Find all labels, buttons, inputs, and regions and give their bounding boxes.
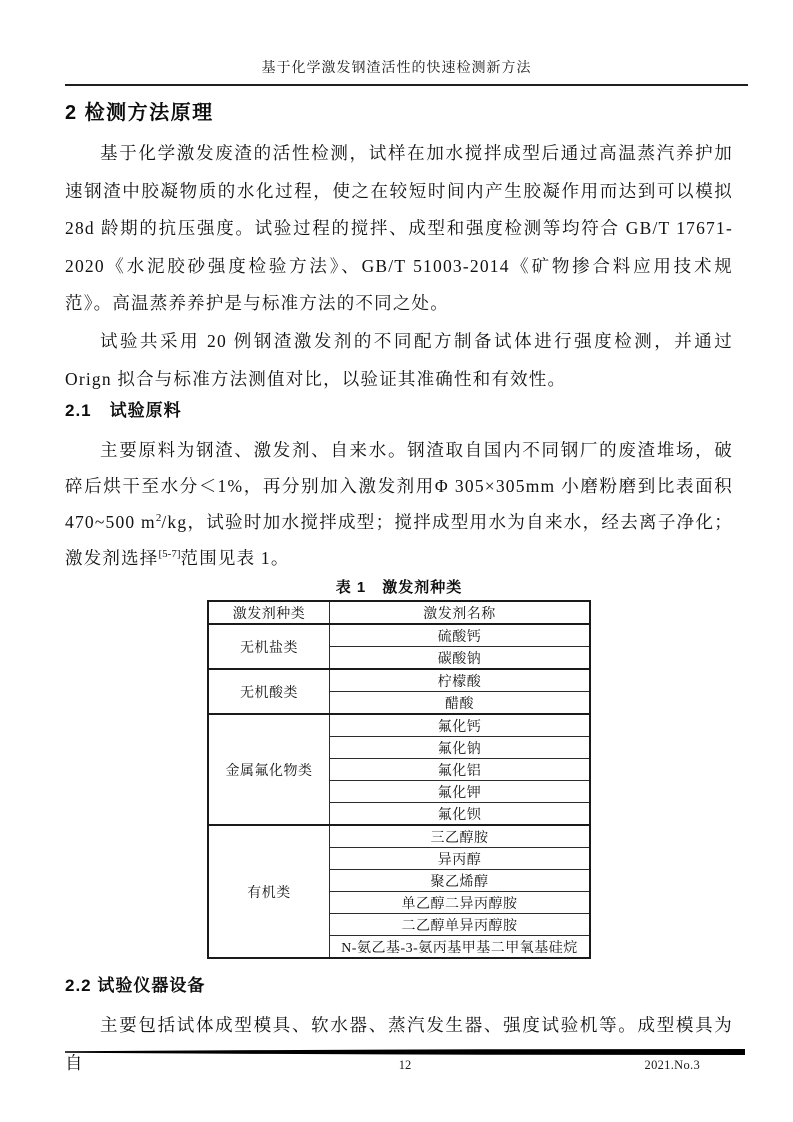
table-cell-name: 单乙醇二异丙醇胺: [330, 892, 591, 914]
table-cell-name: 氟化钾: [330, 781, 591, 803]
paragraph-raw-materials: [65, 432, 733, 576]
table-cell-name: 三乙醇胺: [330, 825, 591, 848]
table-cell-category: 有机类: [208, 825, 330, 958]
table-cell-name: 聚乙烯醇: [330, 870, 591, 892]
section-heading-2-1: 2.1 试验原料: [65, 401, 182, 421]
page-content: [65, 96, 733, 1082]
table-row: [208, 825, 590, 848]
table-cell-name: 氟化钠: [330, 737, 591, 759]
table-cell-name: 氟化铝: [330, 759, 591, 781]
table-cell-category: 金属氟化物类: [208, 714, 330, 825]
table1-caption: 表 1 激发剂种类: [335, 579, 463, 597]
running-head-title: 基于化学激发钢渣活性的快速检测新方法: [261, 61, 532, 76]
table-cell-name: 异丙醇: [330, 848, 591, 870]
header-rule: [65, 84, 748, 86]
table-cell-category: 无机酸类: [208, 669, 330, 714]
raw-materials-text-1: 主要原料为钢渣、激发剂、自来水。钢渣取自国内不同钢厂的废渣堆场，破碎后烘干至水分＜1%，再分别加入激发剂用Φ 305×305mm 小磨粉磨到比表面积 470~500 m: [65, 440, 733, 533]
table-cell-name: 柠檬酸: [330, 669, 591, 692]
section-heading-2-2: 2.2 试验仪器设备: [65, 976, 206, 996]
table-row: [208, 624, 590, 647]
citation-ref-5-7: [5-7]: [158, 548, 181, 561]
activator-types-table: [207, 600, 591, 959]
table-cell-category: 无机盐类: [208, 624, 330, 669]
table-cell-name: N-氨乙基-3-氨丙基甲基二甲氧基硅烷: [330, 936, 591, 959]
page-footer: [65, 1058, 745, 1073]
raw-materials-text-2: /kg，试验时加水搅拌成型；搅拌成型用水为自来水，经去离子净化；激发剂选择: [65, 512, 733, 569]
table-cell-name: 二乙醇单异丙醇胺: [330, 914, 591, 936]
section-heading-2: 2 检测方法原理: [65, 102, 214, 124]
activator-table-head: [208, 601, 590, 624]
column-header-name: 激发剂名称: [330, 601, 591, 624]
paragraph-equipment: 主要包括试体成型模具、软水器、蒸汽发生器、强度试验机等。成型模具为自: [65, 1015, 733, 1073]
table-cell-name: 碳酸钠: [330, 647, 591, 670]
paragraph-detection-principle: 基于化学激发废渣的活性检测，试样在加水搅拌成型后通过高温蒸汽养护加速钢渣中胶凝物质的水化过程，使之在较短时间内产生胶凝作用而达到可以模拟 28d 龄期的抗压强度。试验过程的搅拌、成型和强度检测等均符合 GB/T 17671-2020《水泥胶砂强度检验方法》、GB/T 51003-2014《矿物掺合料应用技术规范》。高温蒸养养护是与标准方法的不同之处。: [65, 143, 733, 314]
table-cell-name: 硫酸钙: [330, 624, 591, 647]
superscript-square: 2: [155, 512, 162, 525]
table-row: [208, 669, 590, 692]
column-header-type: 激发剂种类: [208, 601, 330, 624]
table-cell-name: 醋酸: [330, 692, 591, 715]
page-number: 12: [398, 1058, 412, 1072]
table-header-row: [208, 601, 590, 624]
paragraph-test-scope: 试验共采用 20 例钢渣激发剂的不同配方制备试体进行强度检测，并通过 Orign 拟合与标准方法测值对比，以验证其准确性和有效性。: [65, 330, 733, 389]
table-cell-name: 氟化钙: [330, 714, 591, 737]
table-cell-name: 氟化钡: [330, 803, 591, 826]
journal-issue: 2021.No.3: [644, 1058, 700, 1072]
raw-materials-text-3: 范围见表 1。: [180, 548, 290, 569]
table-row: [208, 714, 590, 737]
activator-table-body: [208, 624, 590, 958]
